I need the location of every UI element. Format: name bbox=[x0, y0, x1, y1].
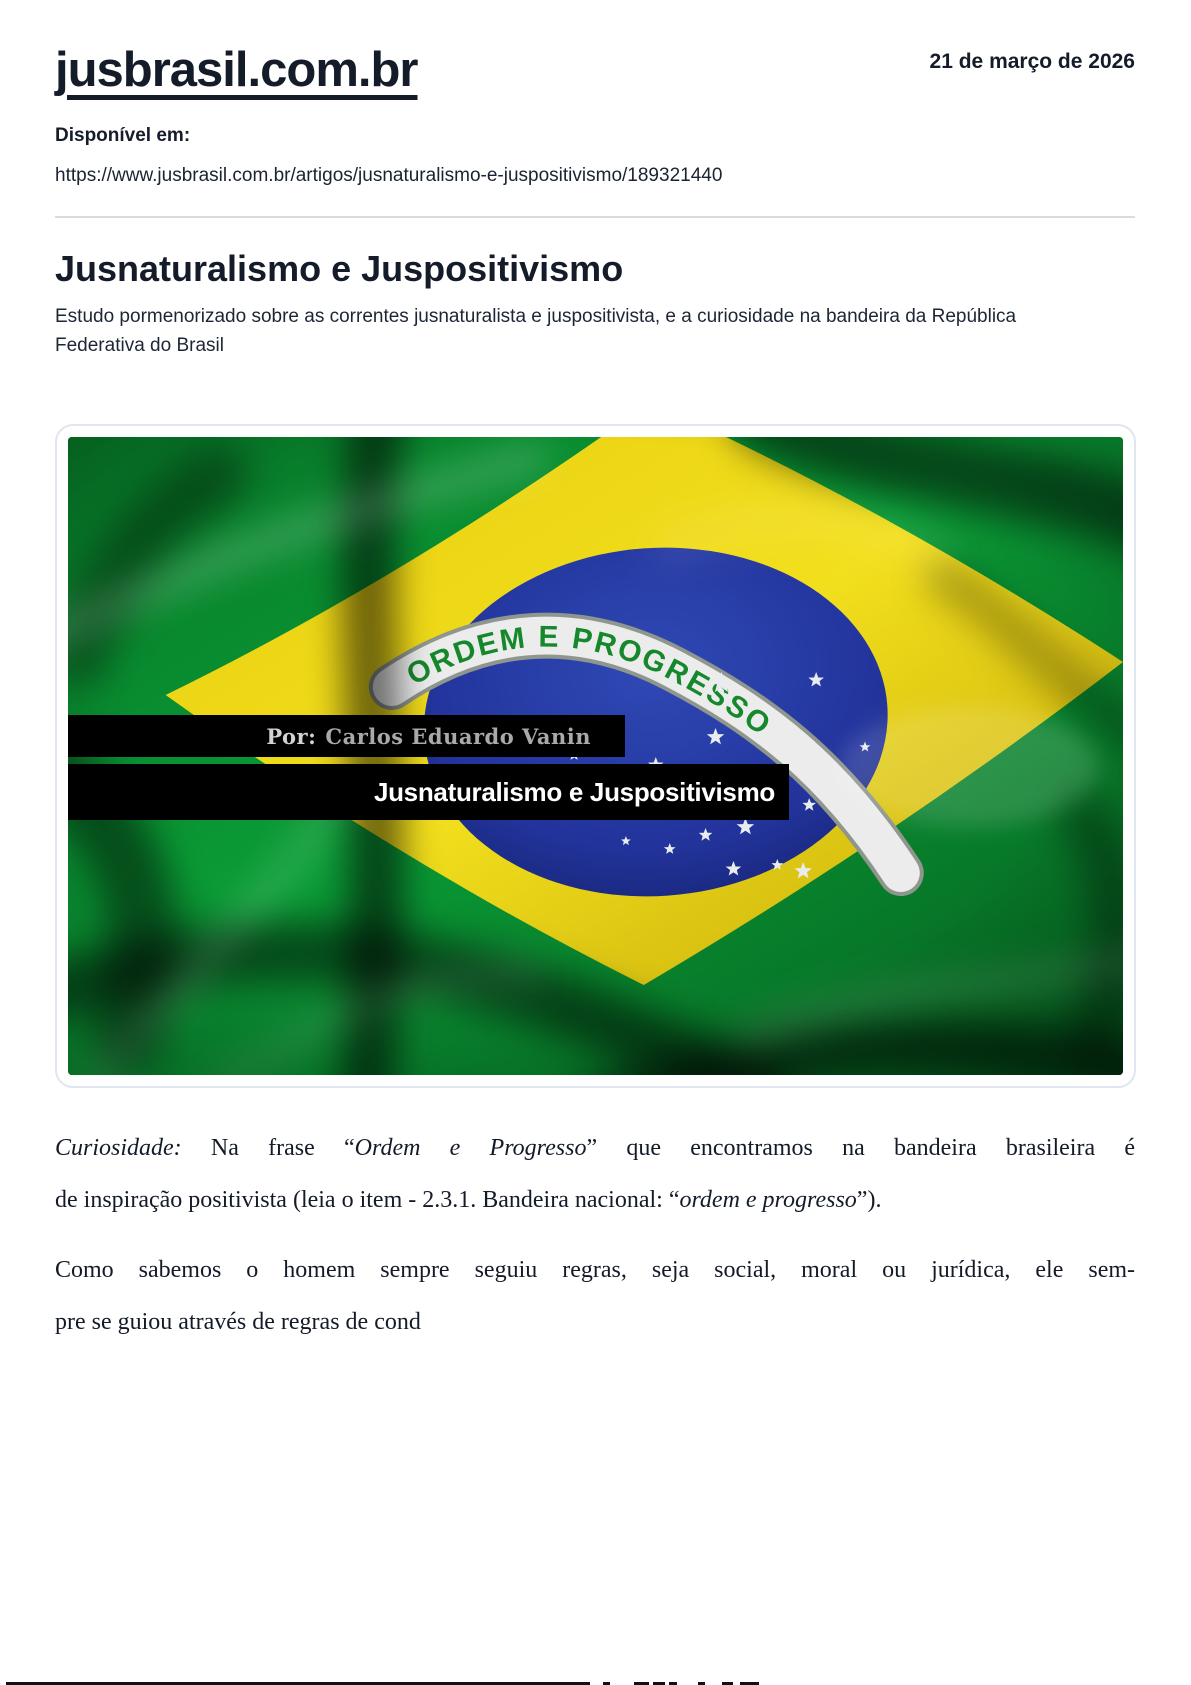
text-segment: Ordem e Progresso bbox=[354, 1135, 587, 1162]
text-segment: Na frase “ bbox=[181, 1135, 355, 1162]
header-divider bbox=[55, 216, 1135, 218]
author-name: Carlos Eduardo Vanin bbox=[325, 723, 591, 749]
text-segment: Como sabemos o homem sempre seguiu regras, seja social, moral ou jurídica, ele sem- bbox=[55, 1257, 1135, 1284]
author-bar bbox=[68, 715, 625, 757]
article-body bbox=[55, 1122, 1135, 1348]
overlay-title-bar bbox=[68, 764, 789, 820]
overlay-title: Jusnaturalismo e Juspositivismo bbox=[373, 776, 775, 807]
brazil-flag-image bbox=[68, 437, 1123, 1075]
article-subtitle: Estudo pormenorizado sobre as correntes jusnaturalista e juspositivista, e a curiosidade na bandeira da República Federativa do Brasil bbox=[55, 306, 1017, 357]
page-date: 21 de março de 2026 bbox=[929, 50, 1135, 73]
paragraph-line bbox=[55, 1296, 1135, 1348]
page-header bbox=[55, 42, 1135, 98]
article-title: Jusnaturalismo e Juspositivismo bbox=[55, 248, 624, 290]
text-segment: ”). bbox=[856, 1187, 882, 1214]
author-prefix-label: Por: bbox=[266, 723, 317, 749]
available-label: Disponível em: bbox=[55, 125, 191, 147]
text-segment: ” que encontramos na bandeira brasileira é bbox=[586, 1135, 1136, 1162]
paragraph-line bbox=[55, 1174, 1135, 1226]
text-segment: ordem e progresso bbox=[679, 1187, 857, 1214]
source-url[interactable]: https://www.jusbrasil.com.br/artigos/jusnaturalismo-e-juspositivismo/189321440 bbox=[55, 165, 723, 187]
text-segment: pre se guiou através de regras de cond bbox=[55, 1309, 421, 1336]
paragraph-line bbox=[55, 1244, 1135, 1296]
site-title-link[interactable]: jusbrasil.com.br bbox=[55, 43, 418, 97]
paragraph-line bbox=[55, 1122, 1135, 1174]
text-segment: de inspiração positivista (leia o item - 2.3.1. Bandeira nacional: “ bbox=[55, 1187, 680, 1214]
text-segment: Curiosidade: bbox=[55, 1135, 182, 1162]
hero-image-card bbox=[55, 424, 1136, 1088]
body-paragraph bbox=[55, 1244, 1135, 1348]
cut-off-footer-sliver bbox=[0, 1681, 1191, 1685]
body-paragraph bbox=[55, 1122, 1135, 1226]
